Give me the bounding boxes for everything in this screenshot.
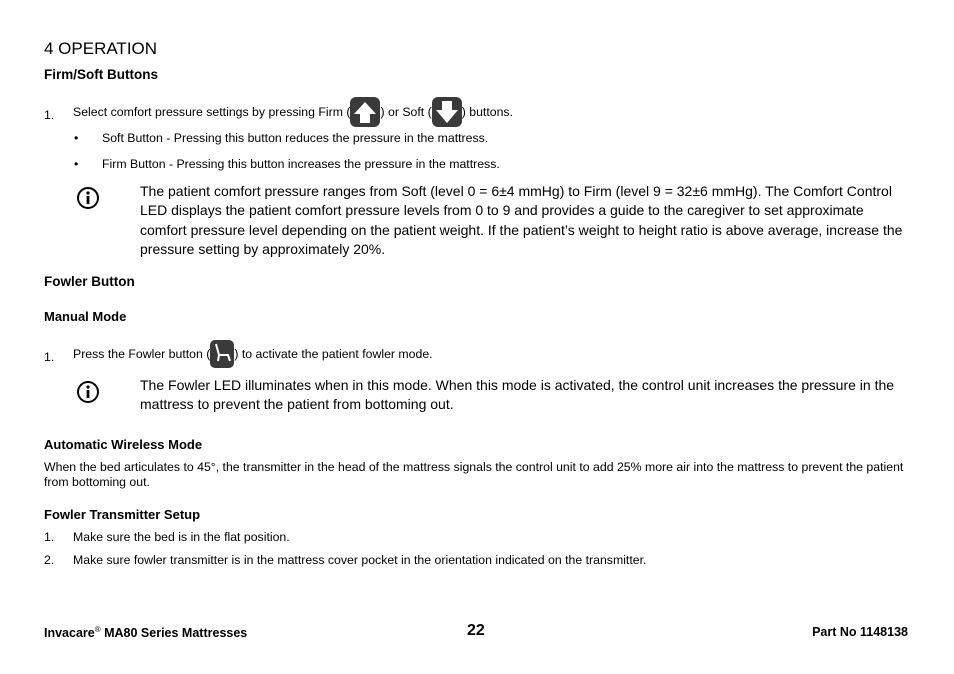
info-icon <box>77 187 99 209</box>
automatic-wireless-text: When the bed articulates to 45°, the transmitter in the head of the mattress signals the control unit to add 25% more air into the mattress to prevent the patient from bottoming out. <box>44 460 904 489</box>
bullet: • <box>74 157 79 171</box>
step-text-mid: ) or Soft ( <box>380 105 432 119</box>
firm-soft-heading: Firm/Soft Buttons <box>44 67 158 82</box>
step-text-post: ) to activate the patient fowler mode. <box>234 347 433 361</box>
step-text-pre: Press the Fowler button ( <box>73 347 211 361</box>
step-text-pre: Select comfort pressure settings by pressing Firm ( <box>73 105 351 119</box>
fowler-seat-icon <box>210 340 234 368</box>
step-number: 1. <box>44 108 55 122</box>
info-icon <box>77 381 99 403</box>
bullet-firm: Firm Button - Pressing this button increases the pressure in the mattress. <box>102 157 500 171</box>
step-number: 1. <box>44 530 55 544</box>
step-number: 1. <box>44 350 55 364</box>
setup-step: Make sure the bed is in the flat position. <box>73 530 290 544</box>
footer-product-name: MA80 Series Mattresses <box>100 626 248 641</box>
bullet: • <box>74 131 79 145</box>
fowler-transmitter-heading: Fowler Transmitter Setup <box>44 507 201 522</box>
registered-mark: ® <box>94 625 101 634</box>
fowler-step <box>73 338 433 370</box>
fowler-heading: Fowler Button <box>44 274 135 289</box>
fowler-note: The Fowler LED illuminates when in this mode. When this mode is activated, the control unit increases the pressure in the mattress to prevent the patient from bottoming out. <box>140 377 895 413</box>
setup-step: Make sure fowler transmitter is in the mattress cover pocket in the orientation indicated on the transmitter. <box>73 553 647 567</box>
pressure-note: The patient comfort pressure ranges from Soft (level 0 = 6±4 mmHg) to Firm (level 9 = 32±6 mmHg). The Comfort Control LED displays the patient comfort pressure levels from 0 to 9 and provides a guide to the caregiver to set approximate comfort pressure level depending on the patient weight. If the patient’s weight to height ratio is above average, increase the pressure setting by approximately 20%. <box>140 183 903 258</box>
footer-brand: Invacare <box>44 626 95 641</box>
footer-product <box>44 625 247 640</box>
section-title: 4 OPERATION <box>44 39 158 58</box>
automatic-wireless-heading: Automatic Wireless Mode <box>44 437 203 452</box>
firm-soft-step <box>73 96 513 128</box>
manual-mode-heading: Manual Mode <box>44 309 127 324</box>
bullet-soft: Soft Button - Pressing this button reduces the pressure in the mattress. <box>102 131 489 145</box>
page-number: 22 <box>467 622 485 639</box>
soft-down-arrow-icon <box>432 97 462 127</box>
firm-up-arrow-icon <box>350 97 380 127</box>
part-number: Part No 1148138 <box>812 625 908 639</box>
step-text-post: ) buttons. <box>461 105 513 119</box>
step-number: 2. <box>44 553 55 567</box>
